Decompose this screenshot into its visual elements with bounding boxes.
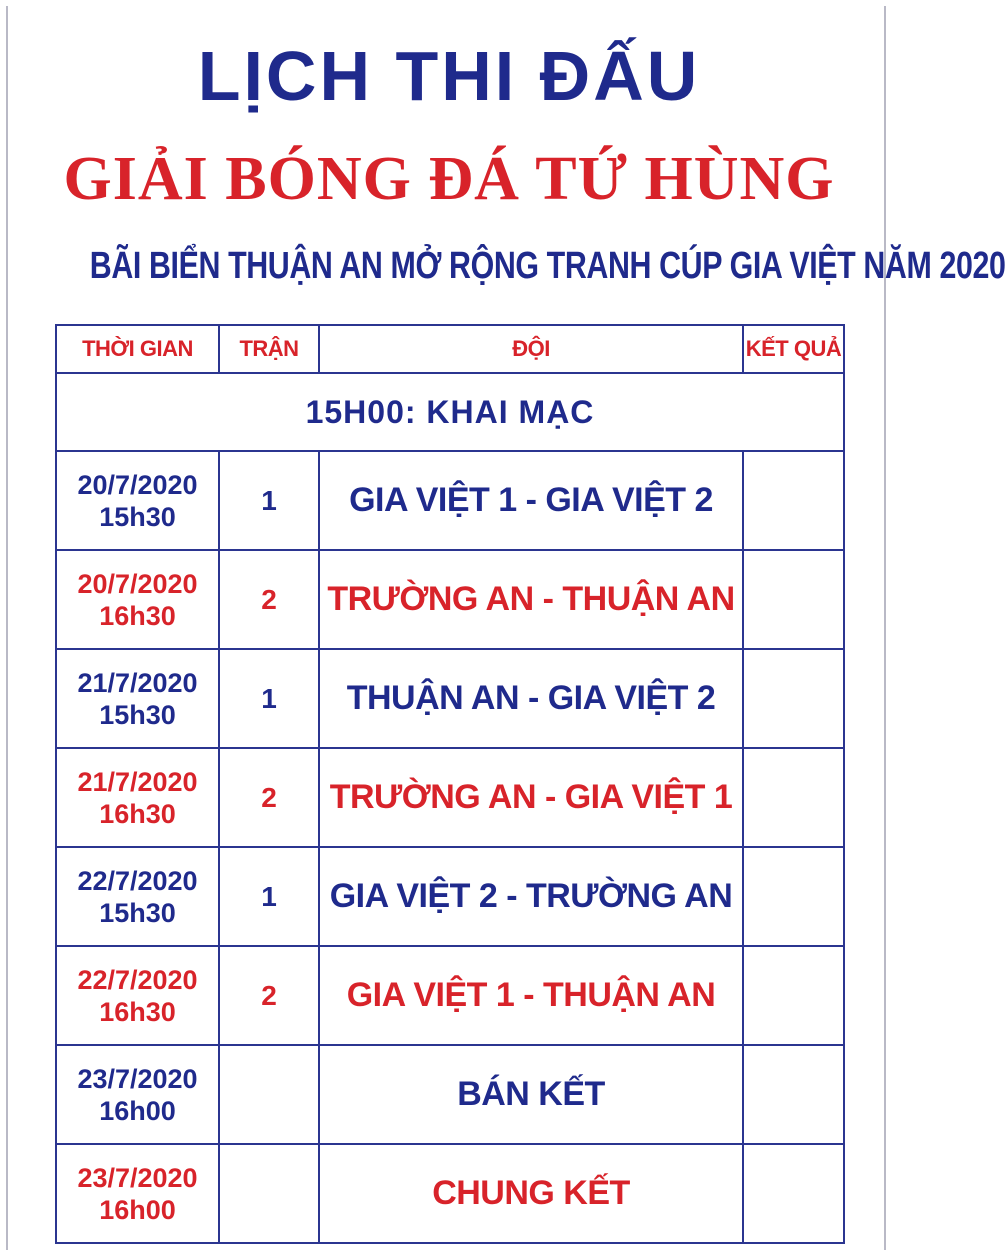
match-number: 1 (219, 649, 319, 748)
table-row (56, 1045, 844, 1144)
match-hour: 16h30 (99, 600, 176, 631)
time-cell (56, 1144, 219, 1243)
schedule-table (55, 324, 845, 1244)
table-header-row (56, 325, 844, 373)
match-teams: BÁN KẾT (319, 1045, 743, 1144)
match-result (743, 649, 844, 748)
match-result (743, 451, 844, 550)
match-hour: 16h30 (99, 798, 176, 829)
match-result (743, 748, 844, 847)
match-number: 2 (219, 946, 319, 1045)
match-hour: 15h30 (99, 699, 176, 730)
match-date: 21/7/2020 (77, 667, 198, 698)
match-number (219, 1144, 319, 1243)
time-cell (56, 1045, 219, 1144)
match-date: 22/7/2020 (77, 865, 198, 896)
match-teams: GIA VIỆT 1 - GIA VIỆT 2 (319, 451, 743, 550)
table-row (56, 946, 844, 1045)
match-result (743, 847, 844, 946)
opening-ceremony: 15H00: KHAI MẠC (56, 373, 844, 451)
match-hour: 15h30 (99, 501, 176, 532)
header-result: KẾT QUẢ (743, 325, 844, 373)
match-number: 1 (219, 451, 319, 550)
match-date: 21/7/2020 (77, 766, 198, 797)
time-cell (56, 451, 219, 550)
time-cell (56, 748, 219, 847)
table-row (56, 550, 844, 649)
poster-subtitle: GIẢI BÓNG ĐÁ TỨ HÙNG (63, 145, 835, 213)
match-result (743, 1045, 844, 1144)
time-cell (56, 847, 219, 946)
match-date: 20/7/2020 (77, 469, 198, 500)
table-row (56, 748, 844, 847)
header-match: TRẬN (219, 325, 319, 373)
header-team: ĐỘI (319, 325, 743, 373)
time-cell (56, 946, 219, 1045)
match-result (743, 946, 844, 1045)
match-hour: 16h30 (99, 996, 176, 1027)
match-date: 23/7/2020 (77, 1162, 198, 1193)
match-teams: CHUNG KẾT (319, 1144, 743, 1243)
table-row (56, 1144, 844, 1243)
table-row (56, 649, 844, 748)
header-time: THỜI GIAN (56, 325, 219, 373)
match-number: 2 (219, 748, 319, 847)
match-teams: TRƯỜNG AN - GIA VIỆT 1 (319, 748, 743, 847)
match-number (219, 1045, 319, 1144)
poster-title: LỊCH THI ĐẤU (197, 37, 701, 115)
match-date: 23/7/2020 (77, 1063, 198, 1094)
match-hour: 16h00 (99, 1194, 176, 1225)
match-result (743, 1144, 844, 1243)
match-date: 22/7/2020 (77, 964, 198, 995)
match-result (743, 550, 844, 649)
match-number: 1 (219, 847, 319, 946)
poster-tagline: BÃI BIỂN THUẬN AN MỞ RỘNG TRANH CÚP GIA VIỆT NĂM 2020 (89, 245, 1006, 287)
table-row (56, 847, 844, 946)
match-teams: GIA VIỆT 2 - TRƯỜNG AN (319, 847, 743, 946)
match-number: 2 (219, 550, 319, 649)
match-teams: TRƯỜNG AN - THUẬN AN (319, 550, 743, 649)
match-hour: 15h30 (99, 897, 176, 928)
time-cell (56, 550, 219, 649)
table-row (56, 451, 844, 550)
match-teams: THUẬN AN - GIA VIỆT 2 (319, 649, 743, 748)
opening-row (56, 373, 844, 451)
time-cell (56, 649, 219, 748)
match-teams: GIA VIỆT 1 - THUẬN AN (319, 946, 743, 1045)
match-hour: 16h00 (99, 1095, 176, 1126)
match-date: 20/7/2020 (77, 568, 198, 599)
